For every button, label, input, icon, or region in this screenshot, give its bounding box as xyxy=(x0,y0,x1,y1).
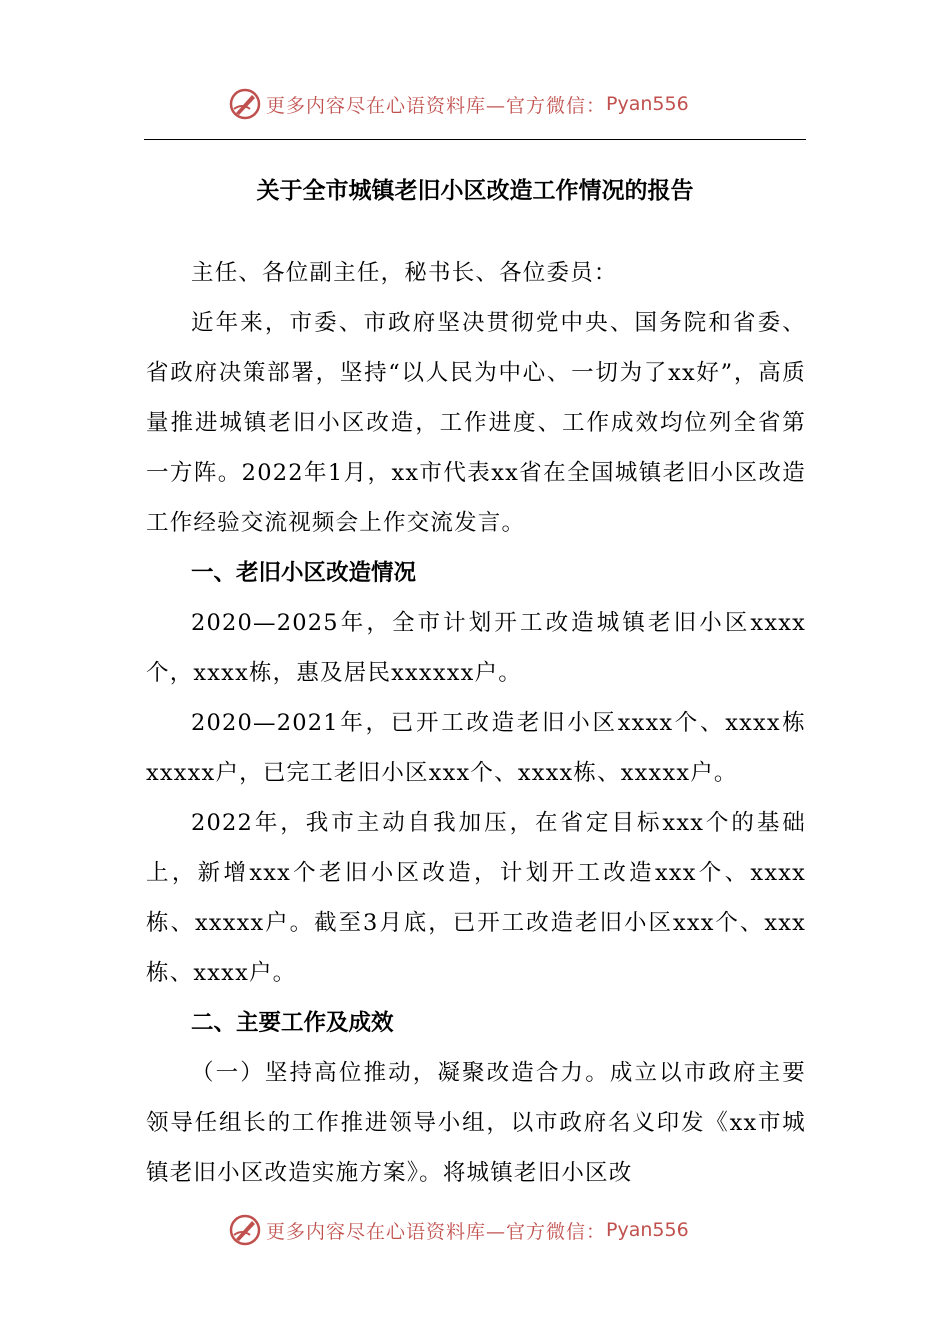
section-heading-2: 二、主要工作及成效 xyxy=(191,1010,394,1036)
paragraph-s1-2: 2020—2021年，已开工改造老旧小区xxxx个、xxxx栋xxxxx户，已完工老旧小区xxx个、xxxx栋、xxxxx户。 xyxy=(146,710,806,786)
document-title: 关于全市城镇老旧小区改造工作情况的报告 xyxy=(256,178,694,204)
pen-logo-icon xyxy=(228,1213,262,1247)
watermark-text: 更多内容尽在心语资料库—官方微信： xyxy=(266,94,607,117)
header-rule xyxy=(144,139,806,140)
watermark-wechat-id: Pyan556 xyxy=(606,93,689,115)
section-heading-1: 一、老旧小区改造情况 xyxy=(191,560,417,586)
paragraph-s2-1: （一）坚持高位推动，凝聚改造合力。成立以市政府主要领导任组长的工作推进领导小组，以市政府名义印发《xx市城镇老旧小区改造实施方案》。将城镇老旧小区改 xyxy=(146,1060,806,1186)
paragraph-s1-3: 2022年，我市主动自我加压，在省定目标xxx个的基础上，新增xxx个老旧小区改造，计划开工改造xxx个、xxxx栋、xxxxx户。截至3月底，已开工改造老旧小区xxx个、xxx栋、xxxx户。 xyxy=(146,810,806,986)
document-body xyxy=(146,248,806,1198)
footer-watermark xyxy=(0,1210,950,1250)
watermark-wechat-id: Pyan556 xyxy=(606,1219,689,1241)
watermark-text: 更多内容尽在心语资料库—官方微信： xyxy=(266,1220,607,1243)
salutation: 主任、各位副主任，秘书长、各位委员： xyxy=(191,260,618,286)
paragraph-intro: 近年来，市委、市政府坚决贯彻党中央、国务院和省委、省政府决策部署，坚持“以人民为中心、一切为了xx好”，高质量推进城镇老旧小区改造，工作进度、工作成效均位列全省第一方阵。2022年1月，xx市代表xx省在全国城镇老旧小区改造工作经验交流视频会上作交流发言。 xyxy=(146,310,806,536)
header-watermark xyxy=(0,84,950,124)
paragraph-s1-1: 2020—2025年，全市计划开工改造城镇老旧小区xxxx个，xxxx栋，惠及居民xxxxxx户。 xyxy=(146,610,806,686)
pen-logo-icon xyxy=(228,87,262,121)
